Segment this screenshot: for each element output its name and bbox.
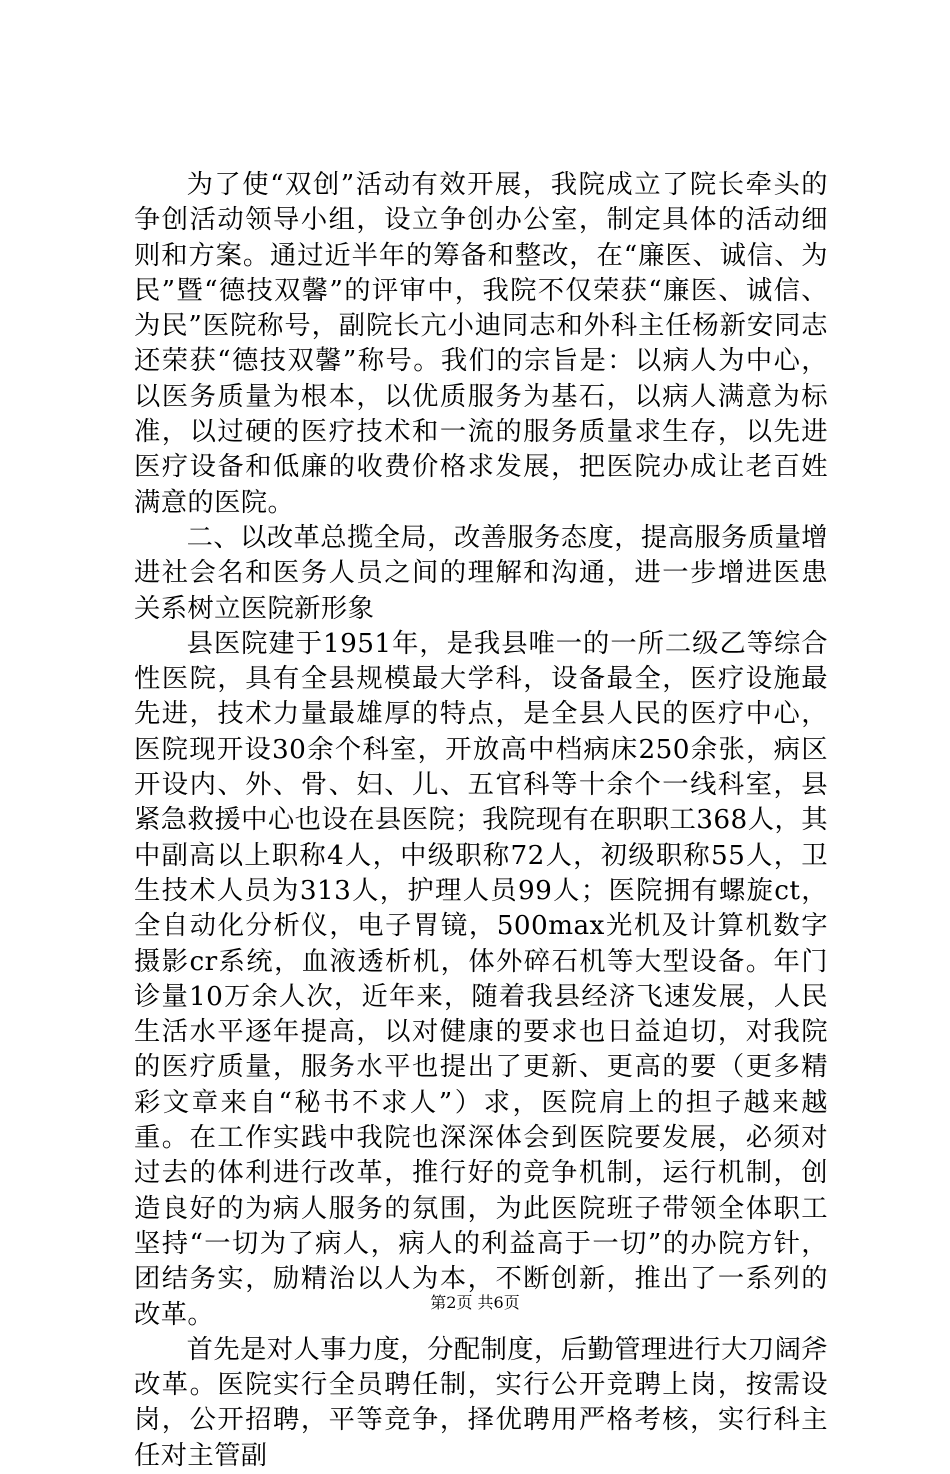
paragraph-personnel-reform: 首先是对人事力度，分配制度，后勤管理进行大刀阔斧改革。医院实行全员聘任制，实行公开竞聘上岗，按需设岗，公开招聘，平等竞争，择优聘用严格考核，实行科主任对主管副 <box>134 1334 828 1471</box>
page-footer: 第2页 共6页 <box>430 1293 520 1312</box>
section-heading-reform: 二、以改革总揽全局，改善服务态度，提高服务质量增进社会名和医务人员之间的理解和沟通，进一步增进医患关系树立医院新形象 <box>134 522 828 624</box>
paragraph-shuangchuang: 为了使“双创”活动有效开展，我院成立了院长牵头的争创活动领导小组，设立争创办公室，制定具体的活动细则和方案。通过近半年的筹备和整改，在“廉医、诚信、为民”暨“德技双馨”的评审中，我院不仅荣获“廉医、诚信、为民”医院称号，副院长亢小迪同志和外科主任杨新安同志还荣获“德技双馨”称号。我们的宗旨是：以病人为中心，以医务质量为根本，以优质服务为基石，以病人满意为标准，以过硬的医疗技术和一流的服务质量求生存，以先进医疗设备和低廉的收费价格求发展，把医院办成让老百姓满意的医院。 <box>134 170 828 518</box>
document-body <box>134 168 828 1474</box>
paragraph-hospital-overview: 县医院建于1951年，是我县唯一的一所二级乙等综合性医院，具有全县规模最大学科，设备最全，医疗设施最先进，技术力量最雄厚的特点，是全县人民的医疗中心，医院现开设30余个科室，开放高中档病床250余张，病区开设内、外、骨、妇、儿、五官科等十余个一线科室，县紧急救援中心也设在县医院；我院现有在职职工368人，其中副高以上职称4人，中级职称72人，初级职称55人，卫生技术人员为313人，护理人员99人；医院拥有螺旋ct，全自动化分析仪，电子胃镜，500max光机及计算机数字摄影cr系统，血液透析机，体外碎石机等大型设备。年门诊量10万余人次，近年来，随着我县经济飞速发展，人民生活水平逐年提高，以对健康的要求也日益迫切，对我院的医疗质量，服务水平也提出了更新、更高的要（更多精彩文章来自“秘书不求人”）求，医院肩上的担子越来越重。在工作实践中我院也深深体会到医院要发展，必须对过去的体利进行改革，推行好的竞争机制，运行机制，创造良好的为病人服务的氛围，为此医院班子带领全体职工坚持“一切为了病人，病人的利益高于一切”的办院方针，团结务实，励精治以人为本，不断创新，推出了一系列的改革。 <box>134 628 828 1330</box>
